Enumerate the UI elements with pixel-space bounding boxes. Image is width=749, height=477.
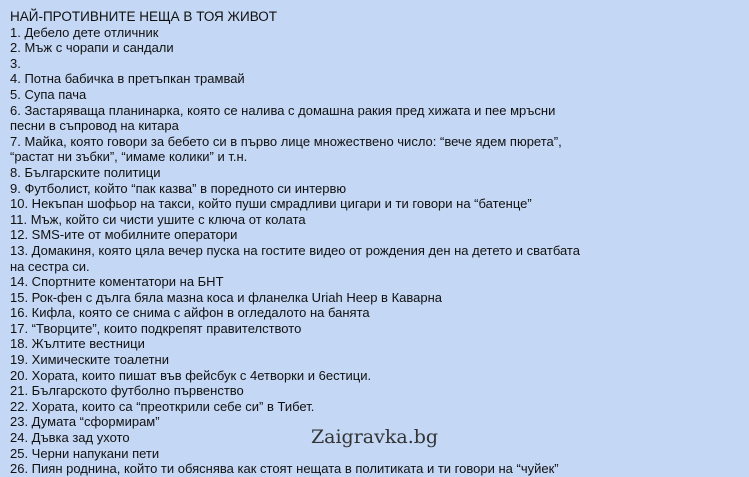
list-item: 8. Българските политици xyxy=(10,164,161,180)
list-item: 20. Хората, които пишат във фейсбук с 4етворки и 6естици. xyxy=(10,367,372,383)
content xyxy=(10,9,740,477)
list-item: 10. Некъпан шофьор на такси, който пуши смрадливи цигари и ти говори на “батенце” xyxy=(10,196,532,212)
list-item: 11. Мъж, който си чисти ушите с ключа от колата xyxy=(10,211,306,227)
list-item: 7. Майка, която говори за бебето си в първо лице множествено число: “вече ядем пюрета”, “растат ни зъбки”, “имаме колики” и т.н. xyxy=(10,133,562,165)
list-item: 12. SMS-ите от мобилните оператори xyxy=(10,227,238,243)
list-item: 4. Потна бабичка в претъпкан трамвай xyxy=(10,71,245,87)
list-item: 3. xyxy=(10,55,21,71)
page-title: НАЙ-ПРОТИВНИТЕ НЕЩА В ТОЯ ЖИВОТ xyxy=(10,9,278,24)
list-item: 14. Спортните коментатори на БНТ xyxy=(10,274,224,290)
list-item: 19. Химическите тоалетни xyxy=(10,352,169,368)
list-item: 9. Футболист, който “пак казва” в поредното си интервю xyxy=(10,180,347,196)
list-item: 1. Дебело дете отличник xyxy=(10,24,159,40)
list-item: 17. “Творците”, които подкрепят правителството xyxy=(10,320,302,336)
list-item: 21. Българското футболно първенство xyxy=(10,383,244,399)
list-item: 6. Застаряваща планинарка, която се налива с домашна ракия пред хижата и пее мръсни песни в съпровод на китара xyxy=(10,102,556,134)
site-watermark: Zaigravka.bg xyxy=(310,426,439,448)
list-item: 5. Супа пача xyxy=(10,86,87,102)
list-item: 2. Мъж с чорапи и сандали xyxy=(10,40,174,56)
list-item: 15. Рок-фен с дълга бяла мазна коса и фланелка Uriah Heep в Каварна xyxy=(10,289,442,305)
list xyxy=(10,25,740,477)
list-item: 24. Дъвка зад ухото xyxy=(10,430,130,446)
list-item: 16. Кифла, която се снима с айфон в огледалото на банята xyxy=(10,305,370,321)
list-item: 26. Пиян роднина, който ти обяснява как стоят нещата в политиката и ти говори на “чуйек” xyxy=(10,461,559,477)
list-item: 13. Домакиня, която цяла вечер пуска на гостите видео от рождения ден на детето и сватбата на сестра си. xyxy=(10,242,580,274)
list-item: 25. Черни напукани пети xyxy=(10,445,160,461)
list-item: 18. Жълтите вестници xyxy=(10,336,145,352)
list-item: 22. Хората, които са “преоткрили себе си” в Тибет. xyxy=(10,398,315,414)
list-item: 23. Думата “сформирам” xyxy=(10,414,160,430)
